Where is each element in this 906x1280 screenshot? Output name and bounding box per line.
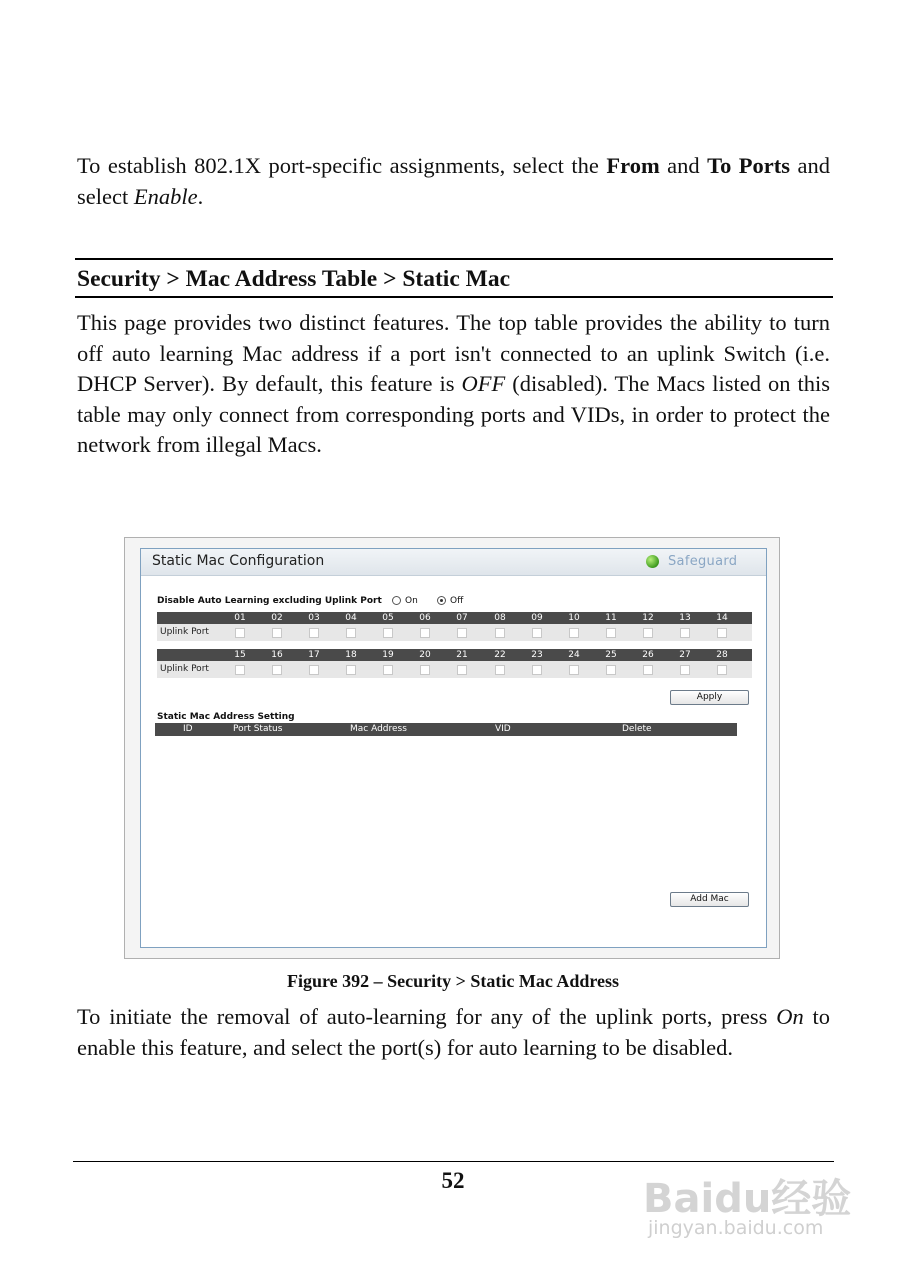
port-number-label: 08	[494, 613, 506, 623]
port-number-label: 27	[679, 650, 691, 660]
section-rule-bottom	[75, 296, 833, 298]
port-number-label: 19	[382, 650, 394, 660]
uplink-port-checkbox[interactable]	[383, 665, 393, 675]
port-number-label: 25	[605, 650, 617, 660]
static-mac-table-header	[155, 723, 737, 736]
column-header-mac-address: Mac Address	[350, 724, 407, 734]
panel-header	[141, 549, 766, 576]
panel-title: Static Mac Configuration	[152, 553, 325, 569]
text-run: to enable this feature, and select the port(s) for auto learning to be disabled.	[77, 1004, 830, 1060]
uplink-port-checkbox[interactable]	[235, 628, 245, 638]
uplink-port-checkbox[interactable]	[457, 665, 467, 675]
port-number-label: 03	[308, 613, 320, 623]
text-run: To establish 802.1X port-specific assignments, select the	[77, 153, 607, 178]
italic-term-on: On	[776, 1004, 804, 1029]
uplink-port-table-1	[157, 612, 752, 641]
bold-term-from: From	[606, 153, 660, 178]
uplink-port-checkbox[interactable]	[569, 665, 579, 675]
baidu-watermark	[643, 1135, 863, 1245]
port-number-header	[157, 649, 752, 661]
uplink-port-checkbox[interactable]	[383, 628, 393, 638]
description-paragraph	[77, 308, 830, 461]
uplink-port-checkbox[interactable]	[643, 628, 653, 638]
text-run: and	[659, 153, 708, 178]
uplink-port-label: Uplink Port	[160, 664, 209, 674]
uplink-port-checkbox[interactable]	[420, 628, 430, 638]
column-header-vid: VID	[495, 724, 511, 734]
uplink-port-checkbox[interactable]	[606, 628, 616, 638]
disable-auto-learning-label: Disable Auto Learning excluding Uplink Port	[157, 596, 382, 606]
uplink-port-checkbox[interactable]	[420, 665, 430, 675]
uplink-port-checkbox[interactable]	[680, 665, 690, 675]
static-mac-panel	[140, 548, 767, 948]
port-number-label: 13	[679, 613, 691, 623]
port-number-label: 23	[531, 650, 543, 660]
uplink-port-checkbox[interactable]	[717, 665, 727, 675]
uplink-port-checkbox[interactable]	[717, 628, 727, 638]
section-rule-top	[75, 258, 833, 260]
port-number-label: 14	[716, 613, 728, 623]
uplink-port-table-2	[157, 649, 752, 678]
column-header-delete: Delete	[622, 724, 652, 734]
add-mac-button[interactable]: Add Mac	[670, 892, 749, 907]
radio-on[interactable]	[392, 596, 401, 605]
radio-off-label: Off	[450, 596, 464, 606]
port-number-label: 15	[234, 650, 246, 660]
text-run: (disabled). The Macs listed on this table may only connect from corresponding ports and VIDs, in order to protect the network from illegal Macs.	[77, 371, 831, 457]
uplink-port-checkbox[interactable]	[457, 628, 467, 638]
radio-on-label: On	[405, 596, 418, 606]
uplink-port-checkbox[interactable]	[643, 665, 653, 675]
uplink-port-checkbox[interactable]	[272, 665, 282, 675]
port-number-label: 17	[308, 650, 320, 660]
port-number-label: 21	[456, 650, 468, 660]
column-header-id: ID	[183, 724, 193, 734]
uplink-port-checkbox[interactable]	[309, 665, 319, 675]
uplink-port-checkbox[interactable]	[680, 628, 690, 638]
uplink-port-checkbox[interactable]	[495, 628, 505, 638]
italic-term-off: OFF	[461, 371, 506, 396]
closing-paragraph	[77, 1002, 830, 1063]
text-run: To initiate the removal of auto-learning for any of the uplink ports, press	[77, 1004, 777, 1029]
bold-term-to-ports: To Ports	[707, 153, 791, 178]
column-header-port-status: Port Status	[233, 724, 283, 734]
static-mac-setting-label: Static Mac Address Setting	[157, 712, 295, 722]
port-number-label: 07	[456, 613, 468, 623]
uplink-port-checkbox[interactable]	[346, 628, 356, 638]
uplink-port-checkbox[interactable]	[532, 665, 542, 675]
text-run: .	[197, 183, 204, 209]
port-number-label: 18	[345, 650, 357, 660]
uplink-port-row	[157, 624, 752, 641]
port-number-label: 12	[642, 613, 654, 623]
uplink-port-checkbox[interactable]	[532, 628, 542, 638]
port-number-label: 24	[568, 650, 580, 660]
static-mac-screenshot	[124, 537, 780, 959]
uplink-port-checkbox[interactable]	[272, 628, 282, 638]
uplink-port-label: Uplink Port	[160, 627, 209, 637]
uplink-port-checkbox[interactable]	[495, 665, 505, 675]
port-number-label: 01	[234, 613, 246, 623]
port-number-label: 09	[531, 613, 543, 623]
port-number-header	[157, 612, 752, 624]
port-number-label: 26	[642, 650, 654, 660]
port-number-label: 02	[271, 613, 283, 623]
port-number-label: 05	[382, 613, 394, 623]
apply-button[interactable]: Apply	[670, 690, 749, 705]
uplink-port-checkbox[interactable]	[309, 628, 319, 638]
port-number-label: 06	[419, 613, 431, 623]
uplink-port-row	[157, 661, 752, 678]
text-run: This page provides two distinct features. The top table provides the ability to turn off auto learning Mac address if a port isn't connected to an uplink Switch (i.e. DHCP Server). By default, this feature is	[77, 310, 830, 396]
uplink-port-checkbox[interactable]	[346, 665, 356, 675]
italic-term-enable: Enable	[133, 183, 198, 209]
section-heading: Security > Mac Address Table > Static Mac	[77, 266, 511, 292]
page-number: 52	[441, 1168, 465, 1193]
port-number-label: 04	[345, 613, 357, 623]
safeguard-status-icon	[646, 555, 659, 568]
uplink-port-checkbox[interactable]	[235, 665, 245, 675]
text-run: and select	[77, 153, 831, 209]
port-number-label: 20	[419, 650, 431, 660]
port-number-label: 10	[568, 613, 580, 623]
intro-paragraph	[77, 151, 830, 212]
watermark-logo: Baidu经验	[643, 1176, 852, 1222]
radio-off[interactable]	[437, 596, 446, 605]
figure-caption: Figure 392 – Security > Static Mac Address	[286, 971, 620, 991]
uplink-port-checkbox[interactable]	[569, 628, 579, 638]
port-number-label: 22	[494, 650, 506, 660]
safeguard-label: Safeguard	[668, 554, 738, 569]
uplink-port-checkbox[interactable]	[606, 665, 616, 675]
port-number-label: 16	[271, 650, 283, 660]
port-number-label: 28	[716, 650, 728, 660]
port-number-label: 11	[605, 613, 617, 623]
watermark-url: jingyan.baidu.com	[648, 1217, 824, 1239]
